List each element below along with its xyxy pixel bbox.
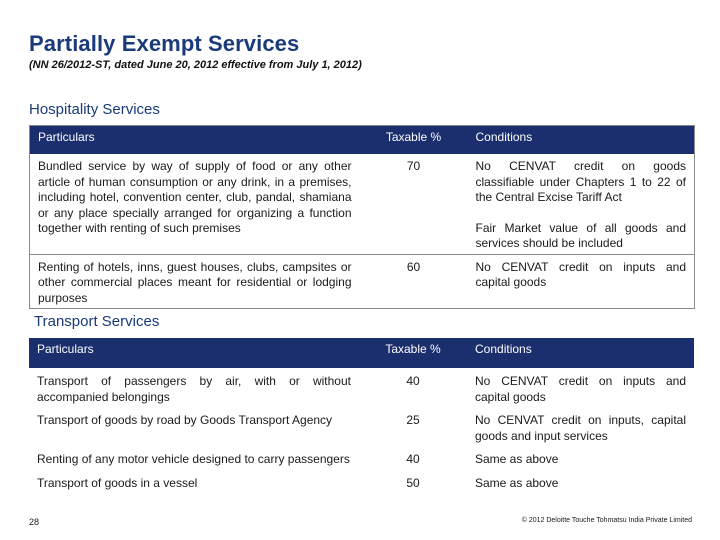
taxable-cell: 70 bbox=[360, 154, 468, 254]
column-header-taxable: Taxable % bbox=[359, 338, 467, 368]
taxable-cell: 40 bbox=[406, 452, 420, 466]
table-header-row bbox=[29, 338, 694, 368]
column-header-particulars: Particulars bbox=[29, 338, 359, 368]
condition-text: No CENVAT credit on goods classifiable under Chapters 1 to 22 of the Central Excise Tariff Act bbox=[475, 159, 686, 204]
table-header-row bbox=[30, 126, 695, 155]
table-row bbox=[30, 254, 695, 309]
particulars-cell: Renting of hotels, inns, guest houses, clubs, campsites or other commercial places meant for residential or lodging purposes bbox=[38, 259, 352, 305]
particulars-cell: Transport of goods by road by Goods Transport Agency bbox=[37, 413, 333, 427]
particulars-cell: Bundled service by way of supply of food or any other article of human consumption or any drink, in a premises, including hotel, convention center, club, pandal, shamiana or any place specially arranged for organizing a function together with renting of such premises bbox=[30, 154, 360, 254]
hospitality-services-heading: Hospitality Services bbox=[29, 101, 160, 118]
conditions-cell: No CENVAT credit on inputs and capital goods bbox=[475, 259, 686, 289]
table-row bbox=[29, 368, 694, 407]
condition-text: Fair Market value of all goods and services should be included bbox=[475, 220, 686, 250]
conditions-cell: Same as above bbox=[475, 475, 559, 490]
column-header-particulars: Particulars bbox=[30, 126, 360, 155]
column-header-conditions: Conditions bbox=[468, 126, 695, 155]
taxable-cell: 60 bbox=[406, 259, 421, 274]
taxable-cell: 50 bbox=[406, 475, 420, 490]
particulars-cell: Transport of goods in a vessel bbox=[37, 475, 198, 490]
conditions-cell: No CENVAT credit on inputs, capital goods and input services bbox=[475, 413, 686, 443]
conditions-cell bbox=[468, 154, 695, 254]
table-row bbox=[29, 407, 694, 446]
conditions-cell: Same as above bbox=[475, 452, 559, 466]
taxable-cell: 25 bbox=[406, 413, 420, 427]
particulars-cell: Transport of passengers by air, with or without accompanied belongings bbox=[37, 374, 351, 404]
copyright-notice: © 2012 Deloitte Touche Tohmatsu India Private Limited bbox=[521, 517, 692, 524]
transport-services-heading: Transport Services bbox=[34, 313, 160, 330]
conditions-cell: No CENVAT credit on inputs and capital goods bbox=[475, 374, 686, 404]
table-row bbox=[29, 470, 694, 494]
transport-services-table bbox=[29, 338, 694, 493]
particulars-cell: Renting of any motor vehicle designed to carry passengers bbox=[37, 452, 350, 466]
column-header-conditions: Conditions bbox=[467, 338, 694, 368]
column-header-taxable: Taxable % bbox=[360, 126, 468, 155]
table-row bbox=[29, 446, 694, 470]
taxable-cell: 40 bbox=[406, 374, 420, 388]
page-number: 28 bbox=[29, 517, 40, 527]
notification-reference: (NN 26/2012-ST, dated June 20, 2012 effective from July 1, 2012) bbox=[29, 59, 362, 71]
table-row bbox=[30, 154, 695, 254]
page-title: Partially Exempt Services bbox=[29, 31, 300, 56]
hospitality-services-table bbox=[29, 125, 695, 309]
